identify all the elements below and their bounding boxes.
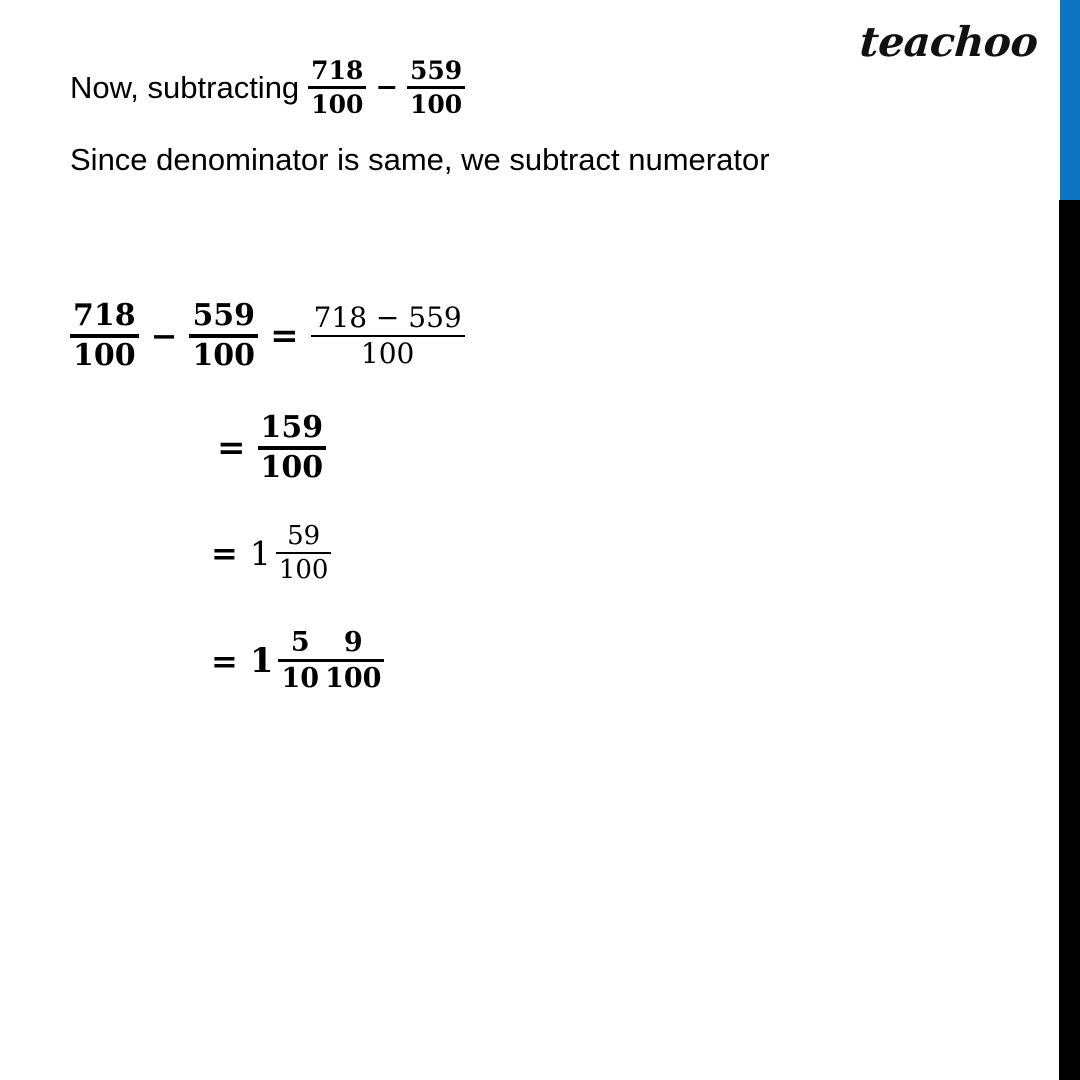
numerator: 718 xyxy=(73,298,136,333)
black-accent-bar xyxy=(1059,200,1080,1080)
blue-accent-bar xyxy=(1060,0,1080,200)
denominator: 100 xyxy=(325,663,382,695)
step1-fraction-559-over-100 xyxy=(189,300,258,373)
fraction-bar xyxy=(308,86,366,89)
equation-step-2 xyxy=(205,412,326,485)
step3-whole-number: 1 xyxy=(249,533,271,573)
denominator: 100 xyxy=(360,337,415,371)
step1-fraction-718-over-100 xyxy=(70,300,139,373)
numerator: 9 xyxy=(343,627,363,658)
numerator: 559 xyxy=(409,56,463,85)
numerator: 59 xyxy=(287,521,321,551)
denominator: 100 xyxy=(278,555,329,586)
intro-fraction-559-over-100 xyxy=(407,57,465,118)
fraction-bar xyxy=(322,659,384,662)
denominator: 100 xyxy=(73,338,136,374)
numerator: 718 − 559 xyxy=(313,301,462,335)
fraction-bar xyxy=(407,86,465,89)
equation-step-4 xyxy=(199,628,384,693)
minus-operator: − xyxy=(375,72,398,103)
equals-operator: = xyxy=(270,316,299,357)
equals-operator: = xyxy=(211,641,238,680)
equation-step-3 xyxy=(199,522,331,584)
numerator: 5 xyxy=(290,627,310,658)
intro-lead-text: Now, subtracting xyxy=(70,70,300,105)
equals-operator: = xyxy=(211,534,238,573)
denominator: 100 xyxy=(260,450,324,486)
numerator: 559 xyxy=(192,298,256,333)
denominator: 10 xyxy=(281,663,320,695)
step4-fraction-5-over-10 xyxy=(278,628,322,693)
step4-whole-number: 1 xyxy=(249,640,274,681)
denominator: 100 xyxy=(192,338,256,374)
explanation-line xyxy=(70,144,770,175)
denominator: 100 xyxy=(409,90,463,119)
explanation-text: Since denominator is same, we subtract numerator xyxy=(70,142,770,177)
step4-fraction-9-over-100 xyxy=(322,628,384,693)
denominator: 100 xyxy=(311,90,364,119)
fraction-bar xyxy=(276,552,332,554)
intro-line-subtracting xyxy=(70,57,465,118)
equals-operator: = xyxy=(217,428,246,469)
step2-fraction-159-over-100 xyxy=(258,412,327,485)
teachoo-logo: teachoo xyxy=(858,18,1040,66)
equation-step-1 xyxy=(70,300,465,373)
intro-fraction-718-over-100 xyxy=(308,57,366,118)
fraction-bar xyxy=(278,659,322,662)
minus-operator: − xyxy=(150,317,178,356)
numerator: 159 xyxy=(260,410,324,445)
step3-fraction-59-over-100 xyxy=(276,522,332,584)
numerator: 718 xyxy=(311,56,364,85)
step1-result-fraction xyxy=(311,303,465,369)
